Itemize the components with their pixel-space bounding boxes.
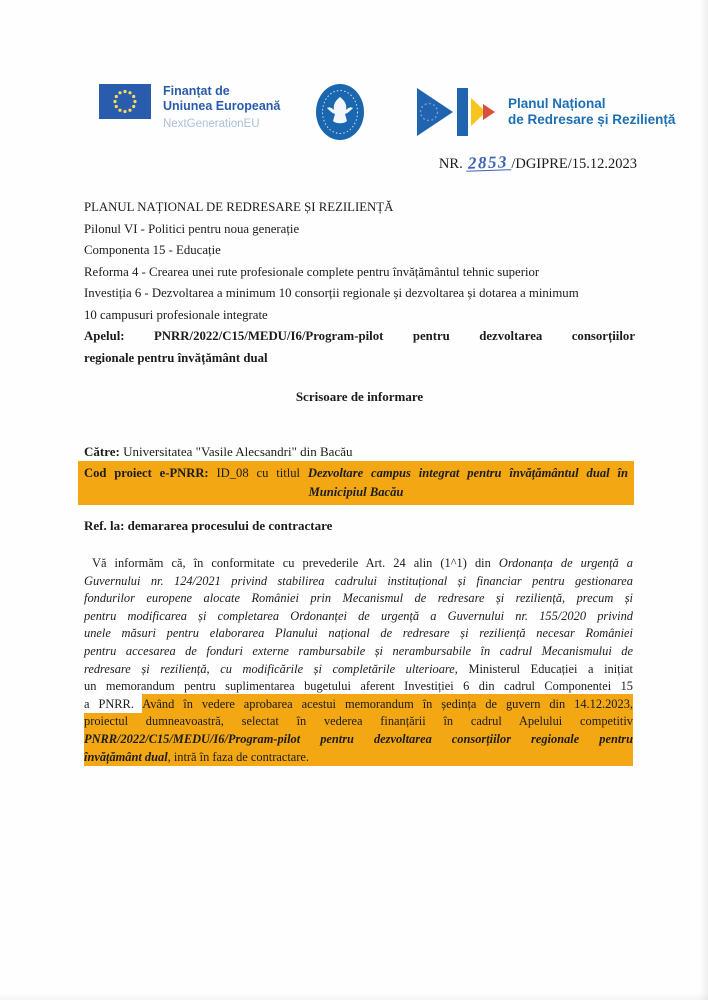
text-line (84, 713, 633, 731)
text-line (84, 608, 633, 626)
text-line (84, 262, 635, 284)
text-line (84, 305, 635, 327)
text-segment: Pilonul VI - Politici pentru noua generație (84, 221, 300, 236)
pnrr-logo (417, 88, 675, 136)
text-segment: , Ministerul Educației a inițiat (454, 661, 633, 676)
letterhead (0, 0, 708, 150)
text-segment: Dezvoltare campus integrat pentru învățământul dual în (307, 466, 628, 480)
pnrr-logo-text (508, 96, 675, 129)
text-segment: Având în vedere aprobarea acestui memorandum în ședința de guvern din 14.12.2023, (142, 694, 633, 714)
eu-funded-line2: Uniunea Europeană (163, 99, 281, 113)
text-segment: Vă informăm că, în conformitate cu prevederile Art. 24 alin (1^1) din (92, 556, 499, 570)
text-segment: , intră în faza de contractare. (167, 749, 310, 764)
text-segment: Universitatea "Vasile Alecsandri" din Bacău (119, 444, 353, 459)
text-segment: Guvernului nr. 124/2021 privind stabilirea cadrului instituțional și financiar pentru gestionarea (84, 573, 633, 588)
text-segment: regionale pentru învățământ dual (84, 350, 268, 365)
text-segment: a PNRR. (84, 696, 143, 711)
text-line (84, 326, 635, 348)
text-segment: Componenta 15 - Educație (84, 243, 221, 257)
text-segment: Ordonanța de urgență a (498, 556, 634, 570)
pnrr-logo-line1: Planul Național (508, 95, 606, 111)
text-segment: Cod proiect e-PNRR: (84, 466, 209, 480)
text-segment: ID_08 cu titlul (208, 466, 308, 480)
nr-prefix: NR. (438, 156, 463, 172)
scan-edge-shadow-bottom (0, 993, 708, 1000)
addressee-line (84, 444, 635, 460)
text-line (84, 590, 633, 608)
eu-funded-text (163, 84, 280, 131)
text-segment: Apelul: PNRR/2022/C15/MEDU/I6/Program-pilot pentru dezvoltarea consorțiilor (84, 329, 635, 343)
text-line (84, 483, 628, 502)
text-line (84, 731, 633, 749)
text-segment: pentru modificarea și completarea Ordonanței de urgență a Guvernului nr. 155/2020 privind (84, 608, 633, 623)
text-line (84, 555, 633, 573)
pnrr-arrows-icon (417, 88, 499, 136)
text-line (84, 643, 633, 661)
text-segment: proiectul dumneavoastră, selectat în vederea finanțării în cadrul Apelului competitiv (84, 714, 633, 729)
text-line (84, 219, 635, 241)
scan-edge-shadow-right (699, 0, 708, 1000)
text-line (84, 283, 635, 305)
eu-nextgeneration-label: NextGenerationEU (163, 118, 260, 130)
registration-number-line (438, 152, 637, 173)
text-segment: Ref. la: demararea procesului de contractare (84, 518, 333, 533)
text-line (84, 625, 633, 643)
text-segment: învățământ dual (84, 749, 168, 764)
text-segment: unele măsuri pentru elaborarea Planului național de redresare și reziliență necesar României (84, 626, 633, 641)
text-line (84, 240, 635, 262)
text-segment: Reforma 4 - Crearea unei rute profesionale complete pentru învățământul tehnic superior (84, 264, 540, 279)
text-segment: Investiția 6 - Dezvoltarea a minimum 10 consorții regionale și dezvoltarea și dotarea a minimum (84, 286, 579, 300)
nr-suffix: /DGIPRE/15.12.2023 (511, 156, 637, 172)
pnrr-logo-line2: de Redresare și Reziliență (508, 112, 676, 127)
text-segment: Municipiul Bacău (308, 484, 404, 499)
handwritten-registration-number: 2853 (466, 155, 511, 172)
text-segment: 10 campusuri profesionale integrate (84, 307, 268, 322)
text-segment: PNRR/2022/C15/MEDU/I6/Program-pilot pentru dezvoltarea consorțiilor regionale pentru (84, 731, 633, 746)
coat-of-arms-icon (315, 83, 365, 141)
text-line (84, 749, 633, 767)
text-line (84, 573, 633, 591)
text-line (84, 197, 635, 219)
letter-body-paragraph (84, 555, 633, 766)
text-segment: un memorandum pentru suplimentarea bugetului aferent Investiției 6 din cadrul Componentei 15 (84, 679, 633, 694)
text-line (84, 348, 635, 370)
text-line (84, 464, 628, 483)
letter-subject-title: Scrisoare de informare (295, 389, 424, 404)
reference-line (84, 518, 635, 534)
text-segment: fondurilor europene alocate României prin Mecanismul de redresare și reziliență, precum și (84, 591, 633, 606)
eu-funded-logo (99, 84, 280, 131)
romanian-government-logo (315, 83, 365, 146)
text-segment: redresare și reziliență, cu modificările și completările ulterioare (84, 661, 455, 676)
text-segment: Către: (84, 444, 120, 459)
text-line (84, 696, 633, 714)
text-segment: PLANUL NAȚIONAL DE REDRESARE ȘI REZILIENȚĂ (84, 200, 394, 214)
eu-flag-icon (99, 84, 151, 119)
text-segment: pentru accesarea de fonduri externe rambursabile și nerambursabile în cadrul Mecanismului de (84, 643, 633, 658)
project-code-highlighted-block (78, 461, 634, 505)
text-line (84, 444, 635, 460)
text-line (84, 661, 633, 679)
text-line (84, 518, 635, 534)
eu-funded-line1: Finanțat de (163, 84, 230, 98)
program-identification-block (84, 197, 635, 369)
